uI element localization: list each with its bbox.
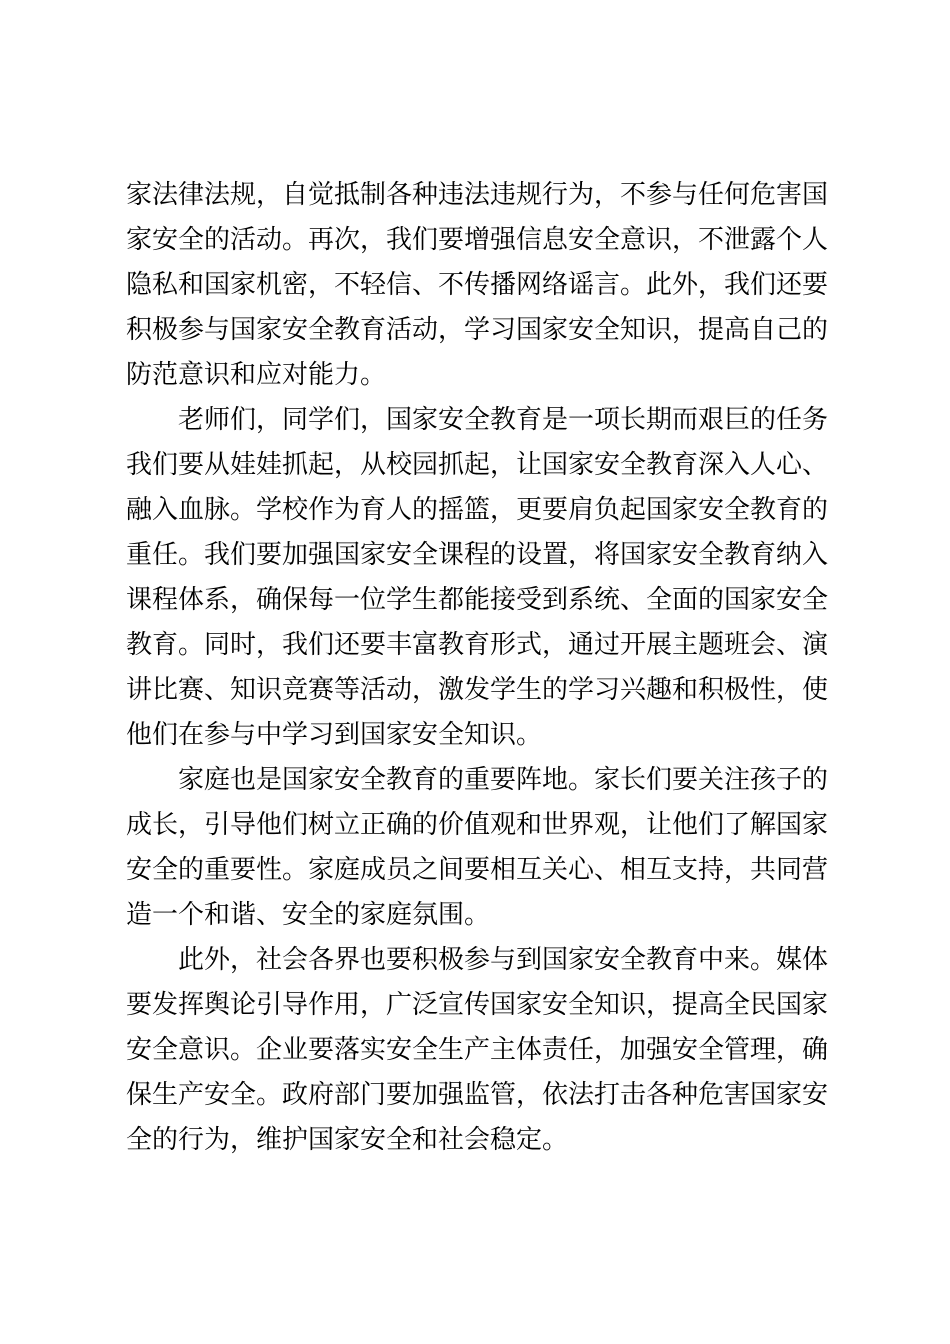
- text-line: 家庭也是国家安全教育的重要阵地。家长们要关注孩子的: [178, 765, 829, 795]
- text-line: 重任。我们要加强国家安全课程的设置，将国家安全教育纳入: [126, 540, 829, 570]
- text-line: 家安全的活动。再次，我们要增强信息安全意识，不泄露个人: [126, 225, 829, 255]
- text-line: 他们在参与中学习到国家安全知识。: [126, 720, 543, 750]
- text-line: 讲比赛、知识竞赛等活动，激发学生的学习兴趣和积极性，使: [126, 675, 829, 705]
- text-line: 要发挥舆论引导作用，广泛宣传国家安全知识，提高全民国家: [126, 990, 829, 1020]
- text-line: 安全的重要性。家庭成员之间要相互关心、相互支持，共同营: [126, 855, 829, 885]
- paragraph: [126, 938, 834, 1163]
- text-line: 保生产安全。政府部门要加强监管，依法打击各种危害国家安: [126, 1080, 829, 1110]
- text-line: 全的行为，维护国家安全和社会稳定。: [126, 1125, 569, 1155]
- text-line: 融入血脉。学校作为育人的摇篮，更要肩负起国家安全教育的: [126, 495, 829, 525]
- text-line: 教育。同时，我们还要丰富教育形式，通过开展主题班会、演: [126, 630, 829, 660]
- text-line: 成长，引导他们树立正确的价值观和世界观，让他们了解国家: [126, 810, 829, 840]
- text-line: 我们要从娃娃抓起，从校园抓起，让国家安全教育深入人心、: [126, 450, 829, 480]
- text-line: 造一个和谐、安全的家庭氛围。: [126, 900, 491, 930]
- paragraph: [126, 758, 834, 938]
- paragraph: [126, 173, 834, 398]
- text-line: 老师们，同学们，国家安全教育是一项长期而艰巨的任务: [178, 405, 829, 435]
- text-line: 家法律法规，自觉抵制各种违法违规行为，不参与任何危害国: [126, 180, 829, 210]
- text-line: 隐私和国家机密，不轻信、不传播网络谣言。此外，我们还要: [126, 270, 829, 300]
- paragraph: [126, 398, 834, 758]
- text-line: 课程体系，确保每一位学生都能接受到系统、全面的国家安全: [126, 585, 829, 615]
- text-line: 积极参与国家安全教育活动，学习国家安全知识，提高自己的: [126, 315, 829, 345]
- text-line: 防范意识和应对能力。: [126, 360, 387, 390]
- text-line: 安全意识。企业要落实安全生产主体责任，加强安全管理，确: [126, 1035, 829, 1065]
- document-body: [126, 173, 834, 1163]
- text-line: 此外，社会各界也要积极参与到国家安全教育中来。媒体: [178, 945, 829, 975]
